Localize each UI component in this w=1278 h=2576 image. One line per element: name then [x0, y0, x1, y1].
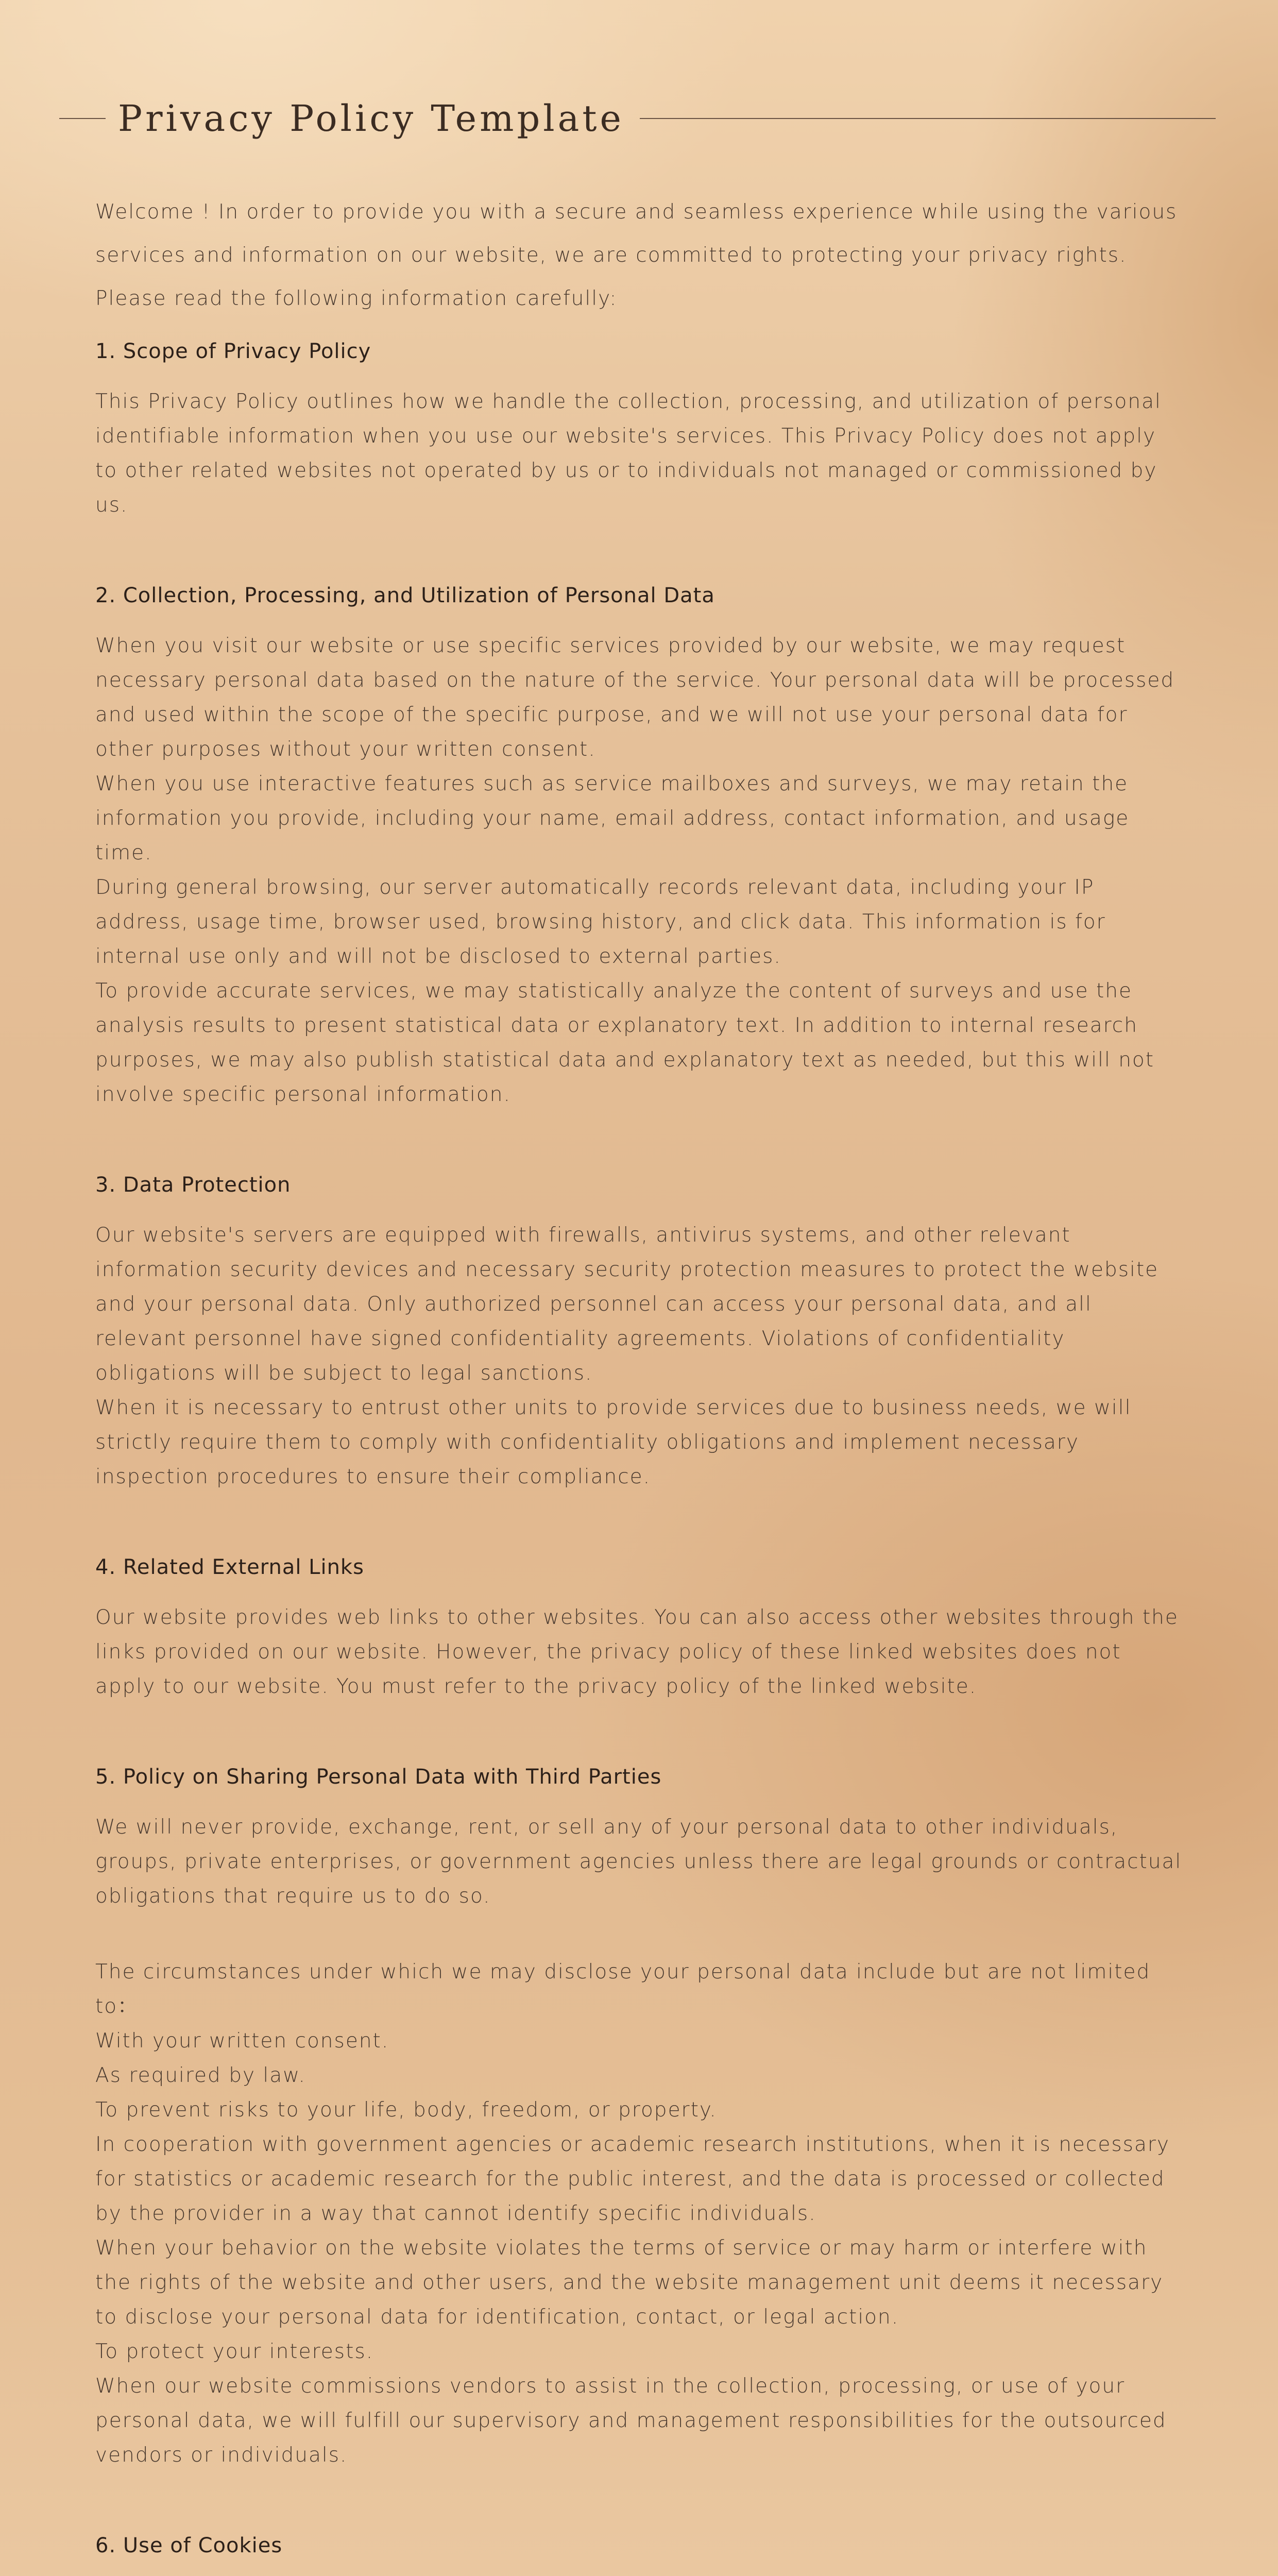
section-paragraph: To protect your interests. [95, 2340, 374, 2363]
section-paragraph: When you use interactive features such as service mailboxes and surveys, we may retain the information you provide, including your name, email address, contact information, and usage time. [95, 772, 1130, 865]
page-header [59, 88, 1216, 149]
section-paragraph: When you visit our website or use specific services provided by our website, we may request necessary personal data based on the nature of the service. Your personal data will be processed and used within the scope of the specific purpose, and we will not use your personal data for other purposes without your written consent. [95, 634, 1175, 761]
section-heading: 5. Policy on Sharing Personal Data with Third Parties [95, 1765, 662, 1789]
section-body [95, 384, 1182, 522]
policy-content [95, 191, 1182, 2576]
section-heading: 1. Scope of Privacy Policy [95, 340, 371, 363]
section-body [95, 1600, 1182, 1704]
section-heading: 6. Use of Cookies [95, 2534, 283, 2557]
section-heading: 3. Data Protection [95, 1173, 291, 1197]
section-paragraph: Our website provides web links to other websites. You can also access other websites through the links provided on our website. However, the privacy policy of these linked websites does not apply to our website. You must refer to the privacy policy of the linked website. [95, 1606, 1179, 1698]
title-rule-right [640, 118, 1216, 119]
section-body [95, 629, 1182, 1112]
section-collection [95, 580, 1182, 1112]
section-paragraph: To prevent risks to your life, body, freedom, or property. [95, 2098, 717, 2122]
section-external-links [95, 1552, 1182, 1704]
section-heading: 2. Collection, Processing, and Utilization of Personal Data [95, 584, 715, 607]
paragraph-spacer [95, 1913, 1182, 1955]
section-paragraph: To provide accurate services, we may statistically analyze the content of surveys and use the analysis results to present statistical data or explanatory text. In addition to internal research purposes, we may also publish statistical data and explanatory text as needed, but this will not involve specific personal information. [95, 979, 1155, 1106]
title-rule-left [59, 118, 106, 119]
section-paragraph: When your behavior on the website violates the terms of service or may harm or interfere with the rights of the website and other users, and the website management unit deems it necessary to disclose your personal data for identification, contact, or legal action. [95, 2236, 1164, 2329]
intro-paragraph: Welcome ! In order to provide you with a secure and seamless experience while using the various services and information on our website, we are committed to protecting your privacy rights. Please read the following information carefully: [95, 200, 1178, 310]
section-paragraph: During general browsing, our server automatically records relevant data, including your IP address, usage time, browser used, browsing history, and click data. This information is for internal use only and will not be disclosed to external parties. [95, 876, 1106, 968]
section-paragraph: As required by law. [95, 2064, 306, 2087]
section-paragraph: This Privacy Policy outlines how we handle the collection, processing, and utilization of personal identifiable information when you use our website's services. This Privacy Policy does not apply to other related websites not operated by us or to individuals not managed or commissioned by us. [95, 390, 1162, 517]
section-data-protection [95, 1170, 1182, 1494]
section-heading: 4. Related External Links [95, 1555, 364, 1579]
section-paragraph: In cooperation with government agencies or academic research institutions, when it is necessary for statistics or academic research for the public interest, and the data is processed or collected by the provider in a way that cannot identify specific individuals. [95, 2133, 1170, 2225]
section-scope [95, 336, 1182, 522]
section-body [95, 1218, 1182, 1494]
section-third-parties [95, 1761, 1182, 2472]
section-cookies [95, 2530, 1182, 2576]
page-title: Privacy Policy Template [118, 97, 624, 140]
section-paragraph: We will never provide, exchange, rent, or sell any of your personal data to other individuals, groups, private enterprises, or government agencies unless there are legal grounds or contractual obligations that require us to do so. [95, 1816, 1182, 1908]
section-body [95, 1810, 1182, 2472]
section-paragraph: When it is necessary to entrust other units to provide services due to business needs, we will strictly require them to comply with confidentiality obligations and implement necessary inspection procedures to ensure their compliance. [95, 1396, 1132, 1488]
section-paragraph: With your written consent. [95, 2029, 389, 2053]
section-paragraph: The circumstances under which we may disclose your personal data include but are not limited to： [95, 1960, 1151, 2018]
section-paragraph: Our website's servers are equipped with firewalls, antivirus systems, and other relevant information security devices and necessary security protection measures to protect the website and your personal data. Only authorized personnel can access your personal data, and all relevant personnel have signed confidentiality agreements. Violations of confidentiality obligations will be subject to legal sanctions. [95, 1224, 1159, 1385]
section-paragraph: When our website commissions vendors to assist in the collection, processing, or use of your personal data, we will fulfill our supervisory and management responsibilities for the outsourced vendors or individuals. [95, 2375, 1167, 2467]
